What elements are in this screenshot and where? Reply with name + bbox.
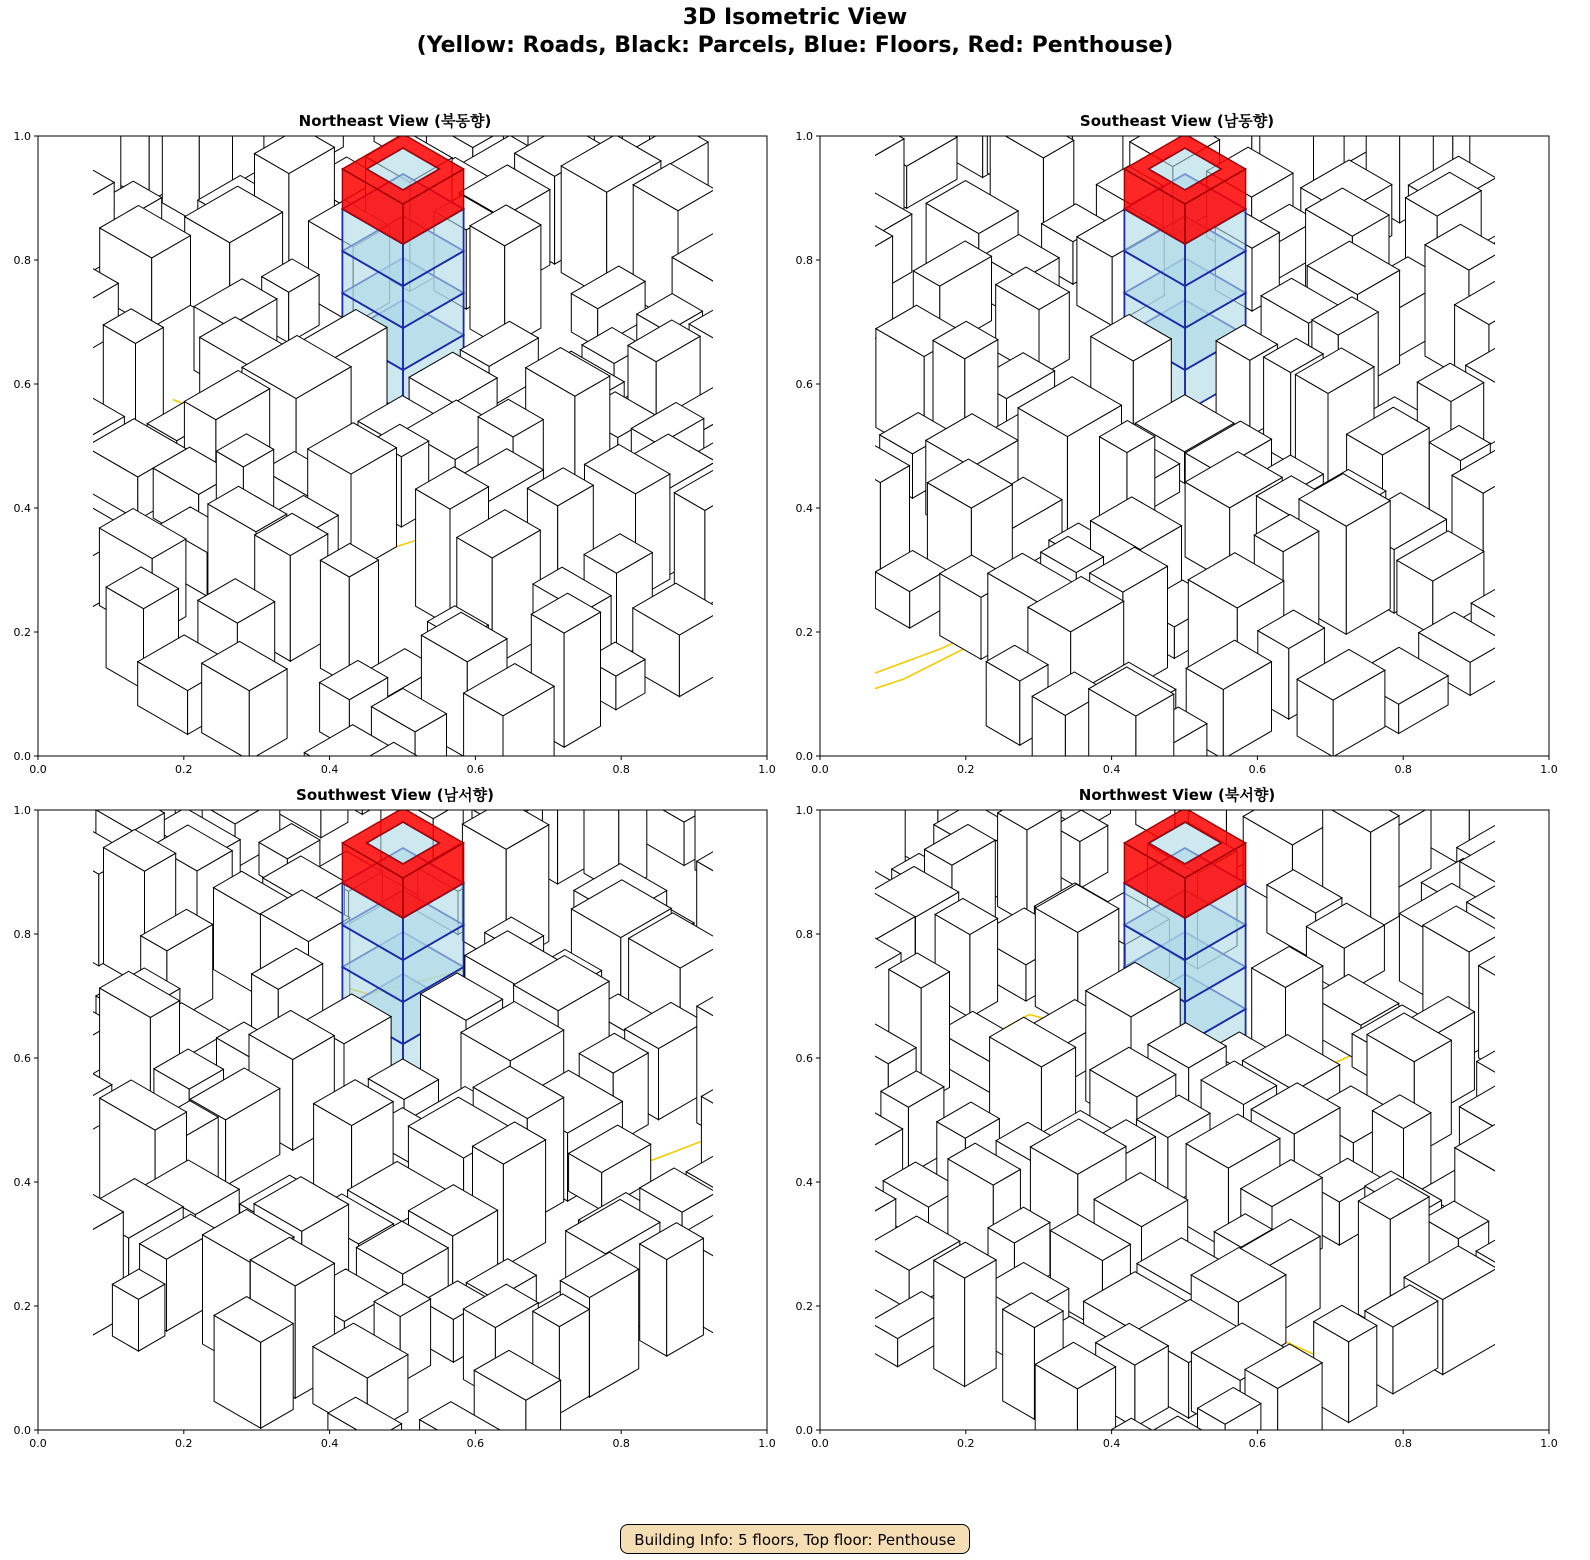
y-tick-label: 0.8 bbox=[795, 254, 813, 267]
building-right bbox=[460, 784, 495, 807]
building-top bbox=[782, 244, 793, 293]
building-left bbox=[1492, 110, 1547, 112]
x-tick-label: 0.6 bbox=[466, 763, 485, 776]
building-top bbox=[1260, 110, 1344, 133]
building-left bbox=[970, 918, 998, 1017]
building-left bbox=[1235, 784, 1271, 805]
building-top bbox=[1562, 866, 1572, 921]
building-left bbox=[1563, 545, 1572, 634]
building-left bbox=[1133, 1441, 1171, 1474]
building-left bbox=[0, 995, 43, 1057]
y-tick-label: 0.0 bbox=[795, 1424, 813, 1437]
building-left bbox=[1157, 1435, 1209, 1474]
building-right bbox=[613, 110, 660, 112]
building-left bbox=[1349, 1326, 1377, 1423]
building-right bbox=[0, 1009, 14, 1084]
building-top bbox=[0, 985, 14, 1029]
panel-title-northwest: Northwest View (북서향) bbox=[1078, 786, 1276, 804]
building-left bbox=[782, 297, 793, 413]
building-right bbox=[1457, 110, 1492, 112]
building-right bbox=[581, 110, 612, 136]
building-left bbox=[911, 110, 944, 129]
building-top bbox=[681, 110, 778, 120]
building-left bbox=[91, 784, 137, 810]
building-left bbox=[782, 973, 802, 1038]
building-left bbox=[1561, 172, 1572, 264]
building-right bbox=[782, 335, 803, 453]
building-right bbox=[1562, 898, 1572, 970]
building-top bbox=[0, 110, 14, 141]
building-top bbox=[594, 110, 649, 121]
building-left bbox=[1448, 110, 1479, 122]
figure-title-line1: 3D Isometric View bbox=[682, 5, 908, 30]
building-top bbox=[1054, 784, 1111, 785]
building-left bbox=[0, 293, 25, 382]
building-right bbox=[0, 784, 17, 906]
building-top bbox=[782, 273, 793, 319]
building-left bbox=[380, 1461, 414, 1474]
building-right bbox=[559, 1309, 589, 1413]
building-left bbox=[1554, 1212, 1573, 1300]
panel-northeast bbox=[0, 110, 790, 800]
building-left bbox=[1551, 1112, 1572, 1244]
building-right bbox=[782, 1120, 822, 1181]
building-right bbox=[0, 404, 2, 530]
panel-title-southeast: Southeast View (남동향) bbox=[1079, 112, 1275, 130]
building-left bbox=[625, 784, 662, 813]
building-right bbox=[514, 110, 565, 116]
building-right bbox=[782, 110, 802, 129]
building-right bbox=[397, 110, 446, 115]
building-left bbox=[572, 110, 613, 112]
building-left bbox=[1553, 876, 1572, 931]
building-top bbox=[695, 784, 770, 789]
building-left bbox=[1565, 784, 1572, 821]
axes-southwest bbox=[0, 784, 790, 1474]
building-right bbox=[136, 784, 180, 810]
x-tick-label: 0.0 bbox=[29, 1437, 47, 1450]
building-left bbox=[0, 463, 11, 559]
building-right bbox=[414, 1463, 445, 1474]
y-tick-label: 1.0 bbox=[795, 130, 813, 143]
building-right bbox=[1566, 110, 1572, 245]
building-top bbox=[1188, 784, 1277, 799]
building-right bbox=[1560, 1031, 1572, 1156]
building-left bbox=[1567, 442, 1572, 515]
building-top bbox=[0, 386, 2, 427]
y-tick-label: 0.2 bbox=[13, 626, 31, 639]
building-left bbox=[0, 110, 25, 126]
building-top bbox=[782, 110, 810, 120]
building-right bbox=[1138, 784, 1186, 789]
building-left bbox=[640, 1244, 667, 1356]
building-left bbox=[1553, 940, 1572, 1045]
building-right bbox=[879, 110, 911, 129]
building-info-box bbox=[620, 1524, 970, 1554]
building-left bbox=[782, 1085, 807, 1150]
building-left bbox=[0, 337, 23, 447]
y-tick-label: 1.0 bbox=[13, 130, 31, 143]
building-right bbox=[1422, 110, 1448, 122]
building-left bbox=[104, 848, 145, 988]
figure-title-line2: (Yellow: Roads, Black: Parcels, Blue: Floors, Red: Penthouse) bbox=[416, 33, 1174, 58]
building-top bbox=[1481, 784, 1542, 798]
x-tick-label: 0.4 bbox=[1102, 763, 1121, 776]
building-right bbox=[1559, 288, 1572, 360]
x-tick-label: 0.2 bbox=[175, 763, 193, 776]
x-tick-label: 0.4 bbox=[320, 763, 339, 776]
building-top bbox=[782, 142, 788, 184]
building-right bbox=[1203, 784, 1236, 805]
building-right bbox=[5, 382, 33, 477]
building-right bbox=[0, 159, 14, 281]
building-right bbox=[782, 820, 820, 932]
building-top bbox=[380, 1443, 444, 1474]
building-right bbox=[360, 110, 388, 132]
building-top bbox=[1560, 1001, 1572, 1057]
building-left bbox=[208, 784, 250, 809]
y-tick-label: 0.2 bbox=[13, 1300, 31, 1313]
building-right bbox=[0, 126, 14, 215]
building-top bbox=[0, 352, 33, 398]
building-right bbox=[1125, 1446, 1157, 1474]
building-right bbox=[0, 1017, 9, 1143]
building-top bbox=[782, 376, 795, 420]
building-right bbox=[782, 1265, 796, 1316]
axes-southeast bbox=[782, 110, 1572, 800]
building-top bbox=[1092, 110, 1187, 118]
figure-title bbox=[0, 4, 1590, 60]
building-left bbox=[782, 397, 795, 531]
y-tick-label: 0.6 bbox=[13, 378, 31, 391]
axes-northwest bbox=[782, 784, 1572, 1474]
building-top bbox=[1559, 257, 1572, 307]
building-top bbox=[822, 784, 906, 810]
x-tick-label: 0.2 bbox=[957, 763, 975, 776]
y-tick-label: 1.0 bbox=[795, 804, 813, 817]
x-tick-label: 1.0 bbox=[758, 1437, 776, 1450]
panel-title-northeast: Northeast View (북동향) bbox=[298, 112, 492, 130]
x-tick-label: 0.4 bbox=[1102, 1437, 1121, 1450]
building-right bbox=[251, 784, 292, 809]
y-tick-label: 0.6 bbox=[13, 1052, 31, 1065]
building-top bbox=[888, 784, 969, 806]
building-right bbox=[1003, 1309, 1035, 1419]
building-top bbox=[782, 1058, 794, 1114]
building-left bbox=[1555, 496, 1572, 571]
x-tick-label: 0.8 bbox=[1394, 763, 1412, 776]
building-left bbox=[1186, 784, 1239, 789]
building-top bbox=[1559, 362, 1572, 420]
building-top bbox=[1027, 110, 1123, 120]
building-left bbox=[782, 993, 791, 1090]
x-tick-label: 0.0 bbox=[811, 763, 829, 776]
building-left bbox=[782, 787, 803, 849]
building-top bbox=[40, 110, 120, 123]
y-tick-label: 0.0 bbox=[13, 1424, 31, 1437]
y-tick-label: 0.6 bbox=[795, 1052, 813, 1065]
building-left bbox=[528, 110, 581, 136]
y-tick-label: 0.4 bbox=[13, 1176, 31, 1189]
building-right bbox=[782, 555, 791, 633]
building-left bbox=[0, 110, 33, 206]
building-left bbox=[467, 110, 514, 116]
building-left bbox=[348, 110, 397, 115]
building-top bbox=[37, 784, 121, 801]
building-left bbox=[930, 784, 959, 803]
x-tick-label: 1.0 bbox=[758, 763, 776, 776]
building-right bbox=[25, 110, 60, 126]
building-right bbox=[0, 1095, 17, 1219]
building-left bbox=[132, 110, 174, 118]
building-right bbox=[302, 110, 347, 116]
building-top bbox=[782, 941, 802, 998]
building-left bbox=[0, 368, 5, 477]
building-top bbox=[1510, 784, 1572, 812]
axes-northeast bbox=[0, 110, 790, 800]
building-right bbox=[0, 518, 22, 603]
building-top bbox=[0, 784, 17, 805]
building-left bbox=[782, 513, 804, 600]
building-left bbox=[0, 1240, 13, 1308]
building-top bbox=[92, 784, 176, 792]
building-top bbox=[1470, 110, 1551, 122]
building-right bbox=[934, 1260, 965, 1386]
building-right bbox=[783, 160, 816, 250]
panel-northwest bbox=[782, 784, 1572, 1474]
building-top bbox=[1566, 110, 1572, 132]
building-left bbox=[420, 784, 459, 807]
building-left bbox=[0, 392, 16, 507]
building-left bbox=[965, 1260, 997, 1387]
building-left bbox=[782, 265, 793, 361]
building-right bbox=[1569, 784, 1573, 786]
building-left bbox=[320, 560, 349, 685]
building-left bbox=[782, 1083, 794, 1224]
building-top bbox=[100, 110, 185, 132]
x-tick-label: 0.8 bbox=[612, 763, 630, 776]
building-left bbox=[254, 110, 302, 116]
y-tick-label: 0.6 bbox=[795, 378, 813, 391]
building-top bbox=[0, 139, 14, 175]
building-top bbox=[782, 361, 785, 397]
building-info-text: Building Info: 5 floors, Top floor: Penthouse bbox=[634, 1531, 956, 1549]
y-tick-label: 0.4 bbox=[795, 502, 813, 515]
building-top bbox=[1263, 110, 1350, 116]
y-tick-label: 0.2 bbox=[795, 1300, 813, 1313]
x-tick-label: 0.6 bbox=[1248, 763, 1267, 776]
y-tick-label: 0.0 bbox=[795, 750, 813, 763]
building-left bbox=[315, 110, 360, 132]
panel-southwest bbox=[0, 784, 790, 1474]
y-tick-label: 0.4 bbox=[795, 1176, 813, 1189]
x-tick-label: 0.8 bbox=[612, 1437, 630, 1450]
x-tick-label: 0.6 bbox=[466, 1437, 485, 1450]
panel-southeast bbox=[782, 110, 1572, 800]
y-tick-label: 0.8 bbox=[13, 254, 31, 267]
x-tick-label: 0.0 bbox=[29, 763, 47, 776]
building-top bbox=[414, 784, 497, 795]
building-left bbox=[782, 906, 788, 961]
building-top bbox=[162, 110, 232, 116]
y-tick-label: 0.8 bbox=[13, 928, 31, 941]
building-top bbox=[374, 110, 443, 111]
building-left bbox=[782, 377, 785, 466]
building-right bbox=[782, 978, 806, 1061]
building-top bbox=[0, 995, 9, 1038]
building-left bbox=[751, 110, 781, 125]
y-tick-label: 0.4 bbox=[13, 502, 31, 515]
building-right bbox=[1559, 392, 1572, 489]
building-top bbox=[1404, 110, 1502, 128]
x-tick-label: 0.6 bbox=[1248, 1437, 1267, 1450]
y-tick-label: 1.0 bbox=[13, 804, 31, 817]
building-right bbox=[662, 784, 713, 813]
building-top bbox=[782, 888, 788, 929]
building-left bbox=[0, 1090, 30, 1179]
x-tick-label: 0.2 bbox=[175, 1437, 193, 1450]
panel-title-southwest: Southwest View (남서향) bbox=[296, 786, 494, 804]
x-tick-label: 1.0 bbox=[1540, 1437, 1558, 1450]
x-tick-label: 0.0 bbox=[811, 1437, 829, 1450]
building-right bbox=[564, 612, 600, 747]
building-right bbox=[782, 110, 810, 203]
building-left bbox=[782, 182, 786, 283]
building-top bbox=[782, 166, 786, 201]
building-left bbox=[782, 157, 788, 222]
building-top bbox=[0, 1074, 17, 1127]
building-right bbox=[174, 110, 228, 118]
building-left bbox=[1560, 308, 1572, 384]
building-left bbox=[1565, 110, 1572, 182]
x-tick-label: 0.2 bbox=[957, 1437, 975, 1450]
x-tick-label: 0.8 bbox=[1394, 1437, 1412, 1450]
y-tick-label: 0.0 bbox=[13, 750, 31, 763]
x-tick-label: 0.4 bbox=[320, 1437, 339, 1450]
building-left bbox=[0, 257, 20, 337]
building-top bbox=[782, 975, 791, 1020]
x-tick-label: 1.0 bbox=[1540, 763, 1558, 776]
building-right bbox=[782, 386, 808, 501]
building-left bbox=[1371, 816, 1399, 933]
building-right bbox=[889, 784, 931, 803]
y-tick-label: 0.2 bbox=[795, 626, 813, 639]
y-tick-label: 0.8 bbox=[795, 928, 813, 941]
building-left bbox=[1560, 110, 1572, 147]
building-left bbox=[416, 489, 450, 626]
building-top bbox=[1426, 784, 1500, 801]
building-top bbox=[1292, 110, 1387, 117]
building-left bbox=[802, 110, 837, 129]
building-right bbox=[374, 1424, 402, 1474]
building-right bbox=[998, 813, 1027, 923]
